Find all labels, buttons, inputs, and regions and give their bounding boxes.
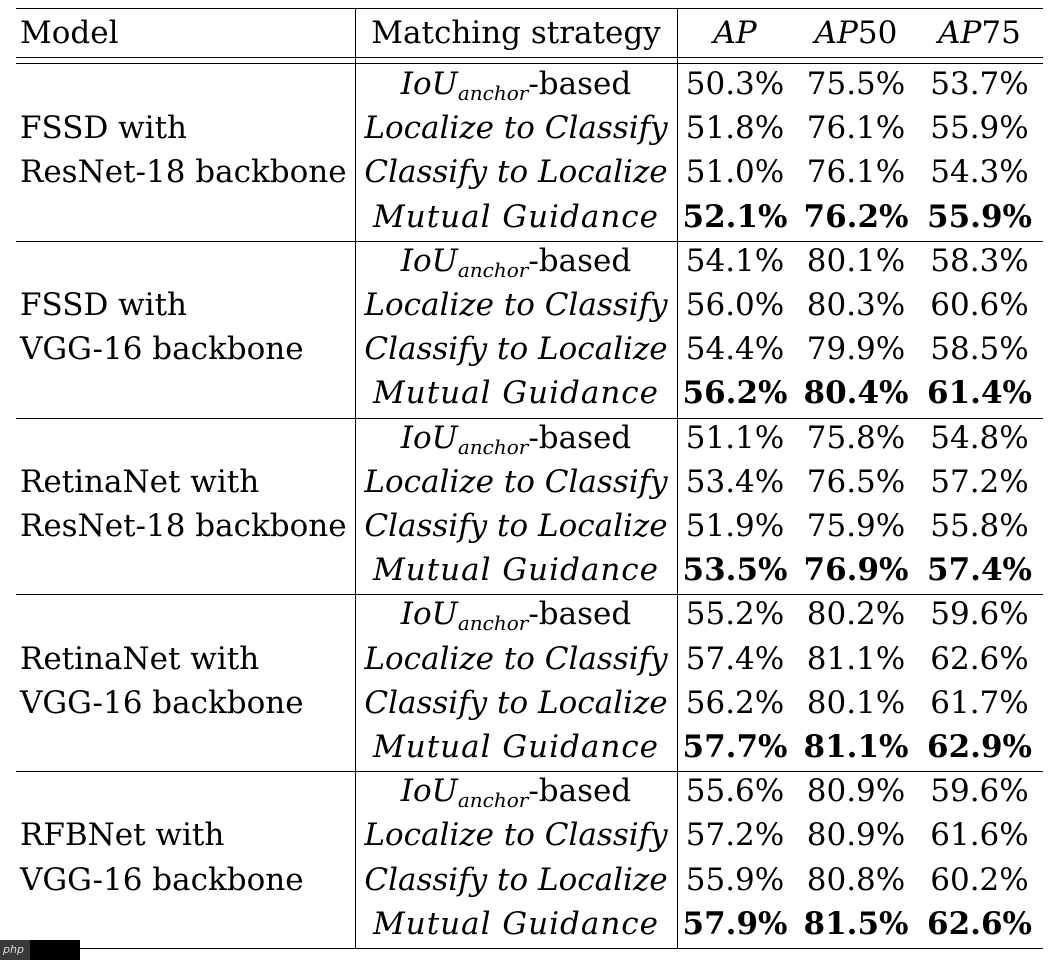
metric-value: 56.2% (685, 684, 785, 721)
metric-value: 60.6% (930, 287, 1029, 323)
metric-value: 81.5% (803, 905, 909, 942)
metric-value: 76.2% (803, 198, 909, 235)
header-ap50-suffix: 50 (857, 15, 898, 51)
iou-label-suffix: -based (528, 773, 632, 810)
iou-label-base: IoU (400, 596, 458, 633)
metric-value: 55.8% (930, 508, 1029, 544)
strategy-label (357, 243, 675, 288)
metric-value: 76.5% (806, 463, 906, 500)
header-ap75 (922, 15, 1037, 51)
iou-label-sub: anchor (457, 257, 529, 282)
group-rule (16, 948, 1043, 949)
strategy-label: Classify to Localize (364, 331, 668, 368)
metric-value: 53.5% (682, 552, 788, 589)
strategy-label (357, 773, 675, 818)
iou-label-base: IoU (400, 419, 458, 456)
metric-value: 56.2% (682, 375, 788, 412)
header-ap50 (800, 15, 912, 51)
metric-value: 57.4% (927, 552, 1032, 589)
iou-label-suffix: -based (528, 66, 632, 102)
header-ap75-prefix: AP (938, 15, 982, 51)
model-name-line1: RFBNet with (20, 817, 225, 854)
metric-value: 76.1% (806, 154, 906, 191)
strategy-label: Mutual Guidance (372, 552, 660, 589)
watermark-text: php (0, 940, 30, 960)
metric-value: 51.9% (685, 508, 785, 544)
strategy-label: Mutual Guidance (372, 729, 660, 765)
metric-value: 58.3% (930, 242, 1029, 279)
iou-label-base: IoU (400, 242, 458, 279)
metric-value: 81.1% (806, 640, 906, 677)
model-name-line2: VGG-16 backbone (20, 331, 304, 368)
header-ap: AP (713, 15, 757, 51)
metric-value: 57.2% (685, 817, 785, 854)
iou-label-base: IoU (400, 773, 458, 810)
strategy-label: Mutual Guidance (372, 905, 660, 942)
group-rule (16, 771, 1043, 772)
metric-value: 52.1% (682, 198, 788, 235)
metric-value: 54.3% (930, 154, 1029, 191)
table-top-rule (16, 8, 1043, 9)
metric-value: 51.8% (685, 110, 785, 147)
iou-label-sub: anchor (457, 81, 529, 105)
group-rule (16, 594, 1043, 595)
metric-value: 60.2% (930, 861, 1029, 898)
metric-value: 58.5% (930, 331, 1029, 368)
header-model: Model (20, 15, 119, 51)
header-matching-strategy: Matching strategy (371, 15, 661, 51)
watermark-bar (30, 940, 80, 960)
metric-value: 55.2% (685, 596, 785, 633)
metric-value: 79.9% (806, 331, 906, 368)
metric-value: 75.9% (806, 508, 906, 544)
metric-value: 80.1% (806, 242, 906, 279)
metric-value: 62.6% (930, 640, 1029, 677)
metric-value: 76.9% (803, 552, 909, 589)
metric-value: 54.8% (930, 419, 1029, 456)
metric-value: 55.9% (685, 861, 785, 898)
strategy-label: Classify to Localize (364, 861, 668, 898)
metric-value: 80.9% (806, 817, 906, 854)
iou-label-sub: anchor (457, 788, 529, 813)
metric-value: 80.1% (806, 684, 906, 721)
metric-value: 54.4% (685, 331, 785, 368)
strategy-label (357, 66, 675, 111)
model-name-line1: FSSD with (20, 110, 188, 147)
strategy-label: Classify to Localize (364, 508, 668, 544)
iou-label-sub: anchor (457, 611, 529, 636)
metric-value: 51.1% (685, 419, 785, 456)
iou-label-suffix: -based (528, 596, 632, 633)
metric-value: 61.6% (930, 817, 1029, 854)
header-ap75-suffix: 75 (981, 15, 1021, 51)
iou-label-base: IoU (400, 66, 458, 102)
metric-value: 80.2% (806, 596, 906, 633)
model-name-line2: ResNet-18 backbone (20, 154, 347, 191)
header-ap50-prefix: AP (814, 15, 858, 51)
metric-value: 75.5% (806, 66, 906, 102)
model-name-line1: RetinaNet with (20, 463, 260, 500)
metric-value: 55.9% (930, 110, 1029, 147)
group-rule (16, 418, 1043, 419)
group-rule (16, 241, 1043, 242)
metric-value: 57.4% (685, 640, 785, 677)
strategy-label: Localize to Classify (364, 463, 668, 500)
metric-value: 57.7% (682, 729, 788, 765)
vrule-strategy (677, 8, 678, 948)
strategy-label: Mutual Guidance (372, 198, 660, 235)
metric-value: 55.6% (685, 773, 785, 810)
metric-value: 61.7% (930, 684, 1029, 721)
model-name-line1: FSSD with (20, 287, 188, 323)
metric-value: 56.0% (685, 287, 785, 323)
metric-value: 53.4% (685, 463, 785, 500)
metric-value: 75.8% (806, 419, 906, 456)
metric-value: 61.4% (927, 375, 1032, 412)
model-name-line1: RetinaNet with (20, 640, 260, 677)
model-name-line2: ResNet-18 backbone (20, 508, 347, 544)
metric-value: 51.0% (685, 154, 785, 191)
iou-label-suffix: -based (528, 242, 632, 279)
metric-value: 59.6% (930, 773, 1029, 810)
strategy-label (357, 420, 675, 465)
strategy-label: Localize to Classify (364, 817, 668, 854)
strategy-label: Localize to Classify (364, 287, 668, 323)
strategy-label: Classify to Localize (364, 154, 668, 191)
iou-label-suffix: -based (528, 419, 632, 456)
metric-value: 80.9% (806, 773, 906, 810)
metric-value: 54.1% (685, 242, 785, 279)
strategy-label (357, 596, 675, 641)
strategy-label: Localize to Classify (364, 640, 668, 677)
model-name-line2: VGG-16 backbone (20, 861, 304, 898)
iou-label-sub: anchor (457, 434, 529, 459)
header-double-rule-bottom (16, 63, 1043, 64)
model-name-line2: VGG-16 backbone (20, 684, 304, 721)
metric-value: 55.9% (927, 198, 1032, 235)
metric-value: 80.3% (806, 287, 906, 323)
metric-value: 50.3% (685, 66, 785, 102)
metric-value: 62.9% (927, 729, 1032, 765)
strategy-label: Mutual Guidance (372, 375, 660, 412)
metric-value: 53.7% (930, 66, 1029, 102)
metric-value: 59.6% (930, 596, 1029, 633)
strategy-label: Classify to Localize (364, 684, 668, 721)
header-double-rule-top (16, 57, 1043, 58)
metric-value: 76.1% (806, 110, 906, 147)
metric-value: 62.6% (927, 905, 1032, 942)
metric-value: 81.1% (803, 729, 909, 765)
metric-value: 80.8% (806, 861, 906, 898)
strategy-label: Localize to Classify (364, 110, 668, 147)
metric-value: 57.2% (930, 463, 1029, 500)
metric-value: 57.9% (682, 905, 788, 942)
vrule-model (355, 8, 356, 948)
metric-value: 80.4% (803, 375, 909, 412)
